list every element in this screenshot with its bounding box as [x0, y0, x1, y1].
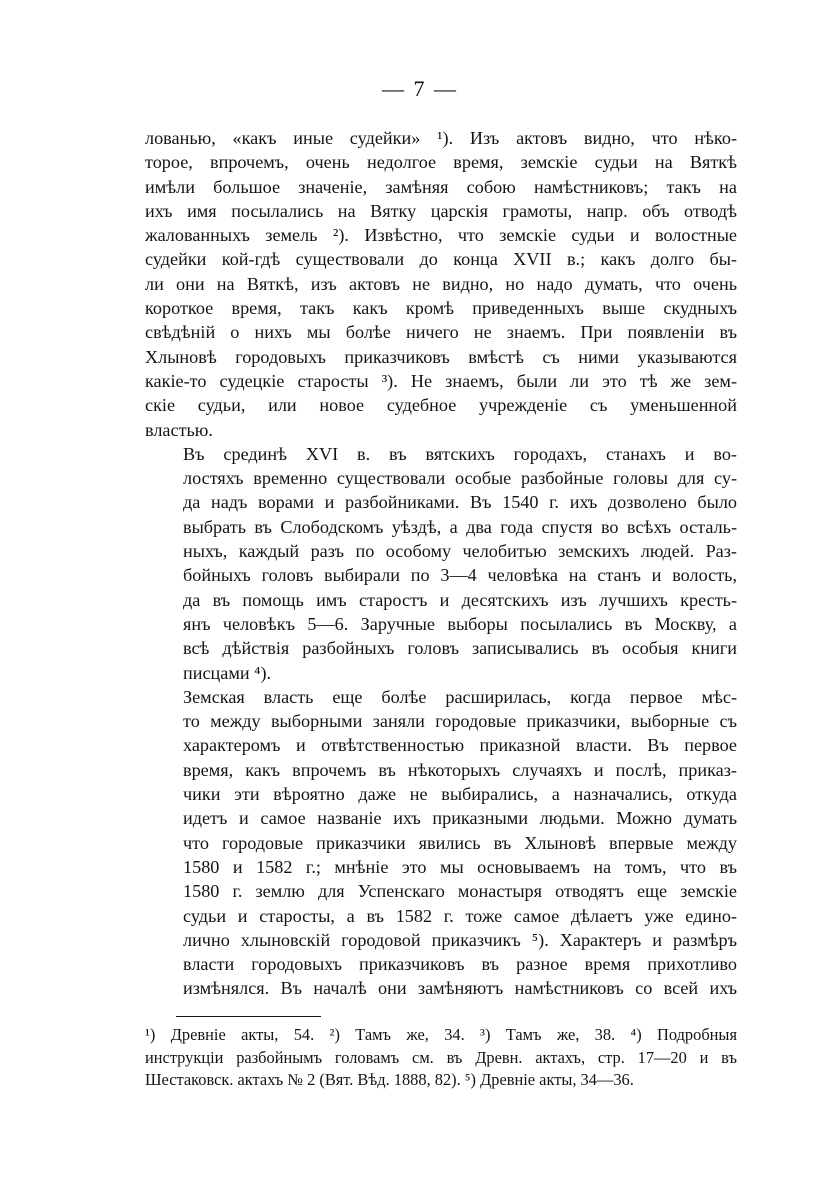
text-line: скіе судьи, или новое судебное учрежденіе съ уменьшенной: [145, 395, 737, 416]
text-line: Въ срединѣ XVI в. въ вятскихъ городахъ, станахъ и во-: [183, 443, 737, 464]
text-line: лостяхъ временно существовали особые разбойные головы для су-: [183, 468, 737, 489]
text-line: то между выборными заняли городовые приказчики, выборные съ: [183, 711, 737, 732]
text-line: да въ помощь имъ старостъ и десятскихъ изъ лучшихъ кресть-: [183, 589, 737, 610]
text-line: всѣ дѣйствія разбойныхъ головъ записывались въ особыя книги: [183, 638, 737, 659]
text-line: что городовые приказчики явились въ Хлыновѣ впервые между: [183, 832, 737, 853]
text-line: Земская власть еще болѣе расширилась, когда первое мѣс-: [183, 686, 737, 707]
text-line: ихъ имя посылались на Вятку царскія грамоты, напр. объ отводѣ: [145, 200, 737, 221]
text-line: какіе-то судецкіе старосты ³). Не знаемъ, были ли это тѣ же зем-: [145, 370, 737, 391]
text-line: выбрать въ Слободскомъ уѣздѣ, а два года спустя во всѣхъ осталь-: [183, 516, 737, 537]
paragraph-2: [145, 442, 737, 685]
text-line: торое, впрочемъ, очень недолгое время, земскіе судьи на Вяткѣ: [145, 152, 737, 173]
text-line: время, какъ впрочемъ въ нѣкоторыхъ случаяхъ и послѣ, приказ-: [183, 759, 737, 780]
text-line: свѣдѣній о нихъ мы болѣе ничего не знаемъ. При появленіи въ: [145, 322, 737, 343]
text-line: жалованныхъ земель ²). Извѣстно, что земскіе судьи и волостные: [145, 225, 737, 246]
text-line: ныхъ, каждый разъ по особому челобитью земскихъ людей. Раз-: [183, 541, 737, 562]
text-line: янъ человѣкъ 5—6. Заручные выборы посылались въ Москву, а: [183, 613, 737, 634]
text-line: короткое время, такъ какъ кромѣ приведенныхъ выше скудныхъ: [145, 298, 737, 319]
footnotes: [145, 1024, 737, 1092]
text-line: ли они на Вяткѣ, изъ актовъ не видно, но надо думать, что очень: [145, 273, 737, 294]
paragraph-1: [145, 126, 737, 442]
body-text: [145, 126, 737, 1001]
text-line: имѣли большое значеніе, замѣняя собою намѣстниковъ; такъ на: [145, 176, 737, 197]
text-line: судейки кой-гдѣ существовали до конца XVII в.; какъ долго бы-: [145, 249, 737, 270]
text-line: лично хлыновскій городовой приказчикъ ⁵). Характеръ и размѣръ: [183, 929, 737, 950]
text-line: судьи и старосты, а въ 1582 г. тоже самое дѣлаетъ уже едино-: [183, 905, 737, 926]
paragraph-3: [145, 685, 737, 1001]
text-line: да надъ ворами и разбойниками. Въ 1540 г. ихъ дозволено было: [183, 492, 737, 513]
text-line: власти городовыхъ приказчиковъ въ разное время прихотливо: [183, 954, 737, 975]
text-line: Хлыновѣ городовыхъ приказчиковъ вмѣстѣ съ ними указываются: [145, 346, 737, 367]
footnote-line: ¹) Древніе акты, 54. ²) Тамъ же, 34. ³) Тамъ же, 38. ⁴) Подробныя: [145, 1025, 737, 1044]
text-line: властью.: [145, 419, 213, 440]
text-line: бойныхъ головъ выбирали по 3—4 человѣка на станъ и волость,: [183, 565, 737, 586]
footnote-line: Шестаковск. актахъ № 2 (Вят. Вѣд. 1888, 82). ⁵) Древніе акты, 34—36.: [145, 1070, 634, 1089]
text-line: идетъ и самое названіе ихъ приказными людьми. Можно думать: [183, 808, 737, 829]
text-line: измѣнялся. Въ началѣ они замѣняютъ намѣстниковъ со всей ихъ: [183, 978, 737, 999]
footnote-line: инструкціи разбойнымъ головамъ см. въ Древн. актахъ, стр. 17—20 и въ: [145, 1047, 737, 1067]
text-line: 1580 и 1582 г.; мнѣніе это мы основываемъ на томъ, что въ: [183, 856, 737, 877]
text-line: характеромъ и отвѣтственностью приказной власти. Въ первое: [183, 735, 737, 756]
page-number: — 7 —: [382, 76, 458, 101]
footnote-divider: [176, 1016, 321, 1017]
text-line: лованью, «какъ иные судейки» ¹). Изъ актовъ видно, что нѣко-: [145, 128, 737, 148]
text-line: писцами ⁴).: [183, 662, 272, 683]
text-line: 1580 г. землю для Успенскаго монастыря отводятъ еще земскіе: [183, 881, 737, 902]
text-line: чики эти вѣроятно даже не выбирались, а назначались, откуда: [183, 784, 737, 805]
